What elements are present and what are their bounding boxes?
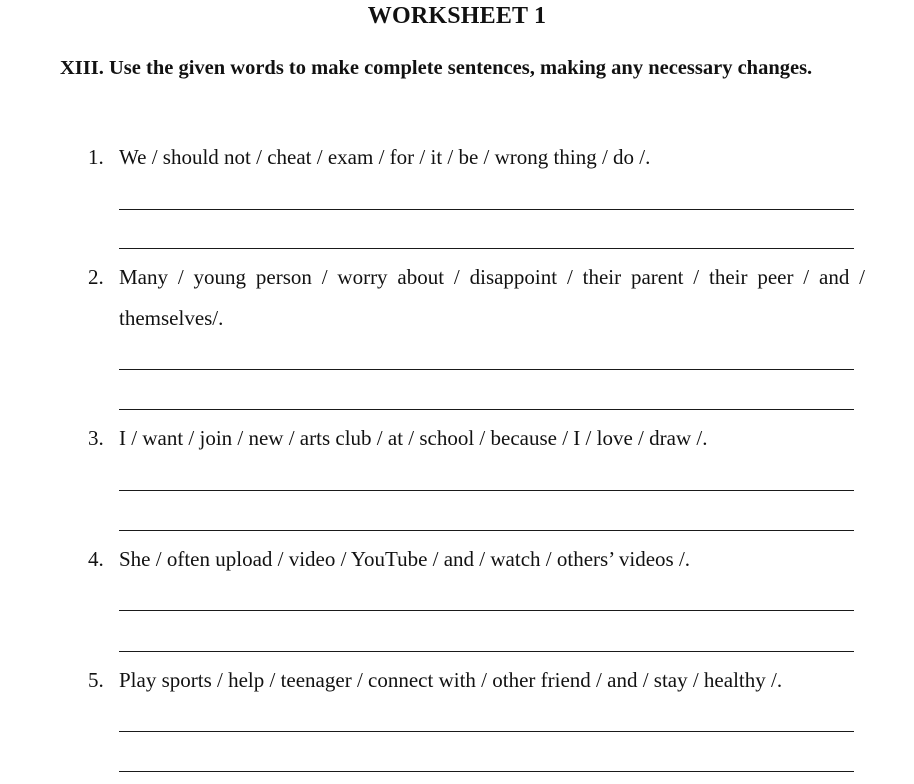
- question-4-text: She / often upload / video / YouTube / and / watch / others’ videos /.: [119, 547, 691, 571]
- question-5-answer-line-2[interactable]: [119, 771, 854, 772]
- question-2-number: 2.: [88, 265, 104, 289]
- question-3-answer-line-1[interactable]: [119, 490, 854, 491]
- question-5-number: 5.: [88, 668, 104, 692]
- question-4-number: 4.: [88, 547, 104, 571]
- question-3-answer-line-2[interactable]: [119, 530, 854, 531]
- question-2-text: Many / young person / worry about / disappoint / their parent / their peer / and / themselves/.: [119, 265, 865, 330]
- question-5-text: Play sports / help / teenager / connect with / other friend / and / stay / healthy /.: [119, 668, 783, 692]
- question-3-text: I / want / join / new / arts club / at / school / because / I / love / draw /.: [119, 426, 708, 450]
- question-1-answer-line-2[interactable]: [119, 248, 854, 249]
- question-2-answer-line-1[interactable]: [119, 369, 854, 370]
- question-4-answer-line-1[interactable]: [119, 610, 854, 611]
- question-1-text: We / should not / cheat / exam / for / it / be / wrong thing / do /.: [119, 145, 651, 169]
- question-1-number: 1.: [88, 145, 104, 169]
- worksheet-title: WORKSHEET 1: [367, 3, 547, 29]
- exercise-instruction: XIII. Use the given words to make complete sentences, making any necessary changes.: [60, 57, 813, 79]
- question-4-answer-line-2[interactable]: [119, 651, 854, 652]
- question-3-number: 3.: [88, 426, 104, 450]
- question-5-answer-line-1[interactable]: [119, 731, 854, 732]
- question-2-answer-line-2[interactable]: [119, 409, 854, 410]
- question-1-answer-line-1[interactable]: [119, 209, 854, 210]
